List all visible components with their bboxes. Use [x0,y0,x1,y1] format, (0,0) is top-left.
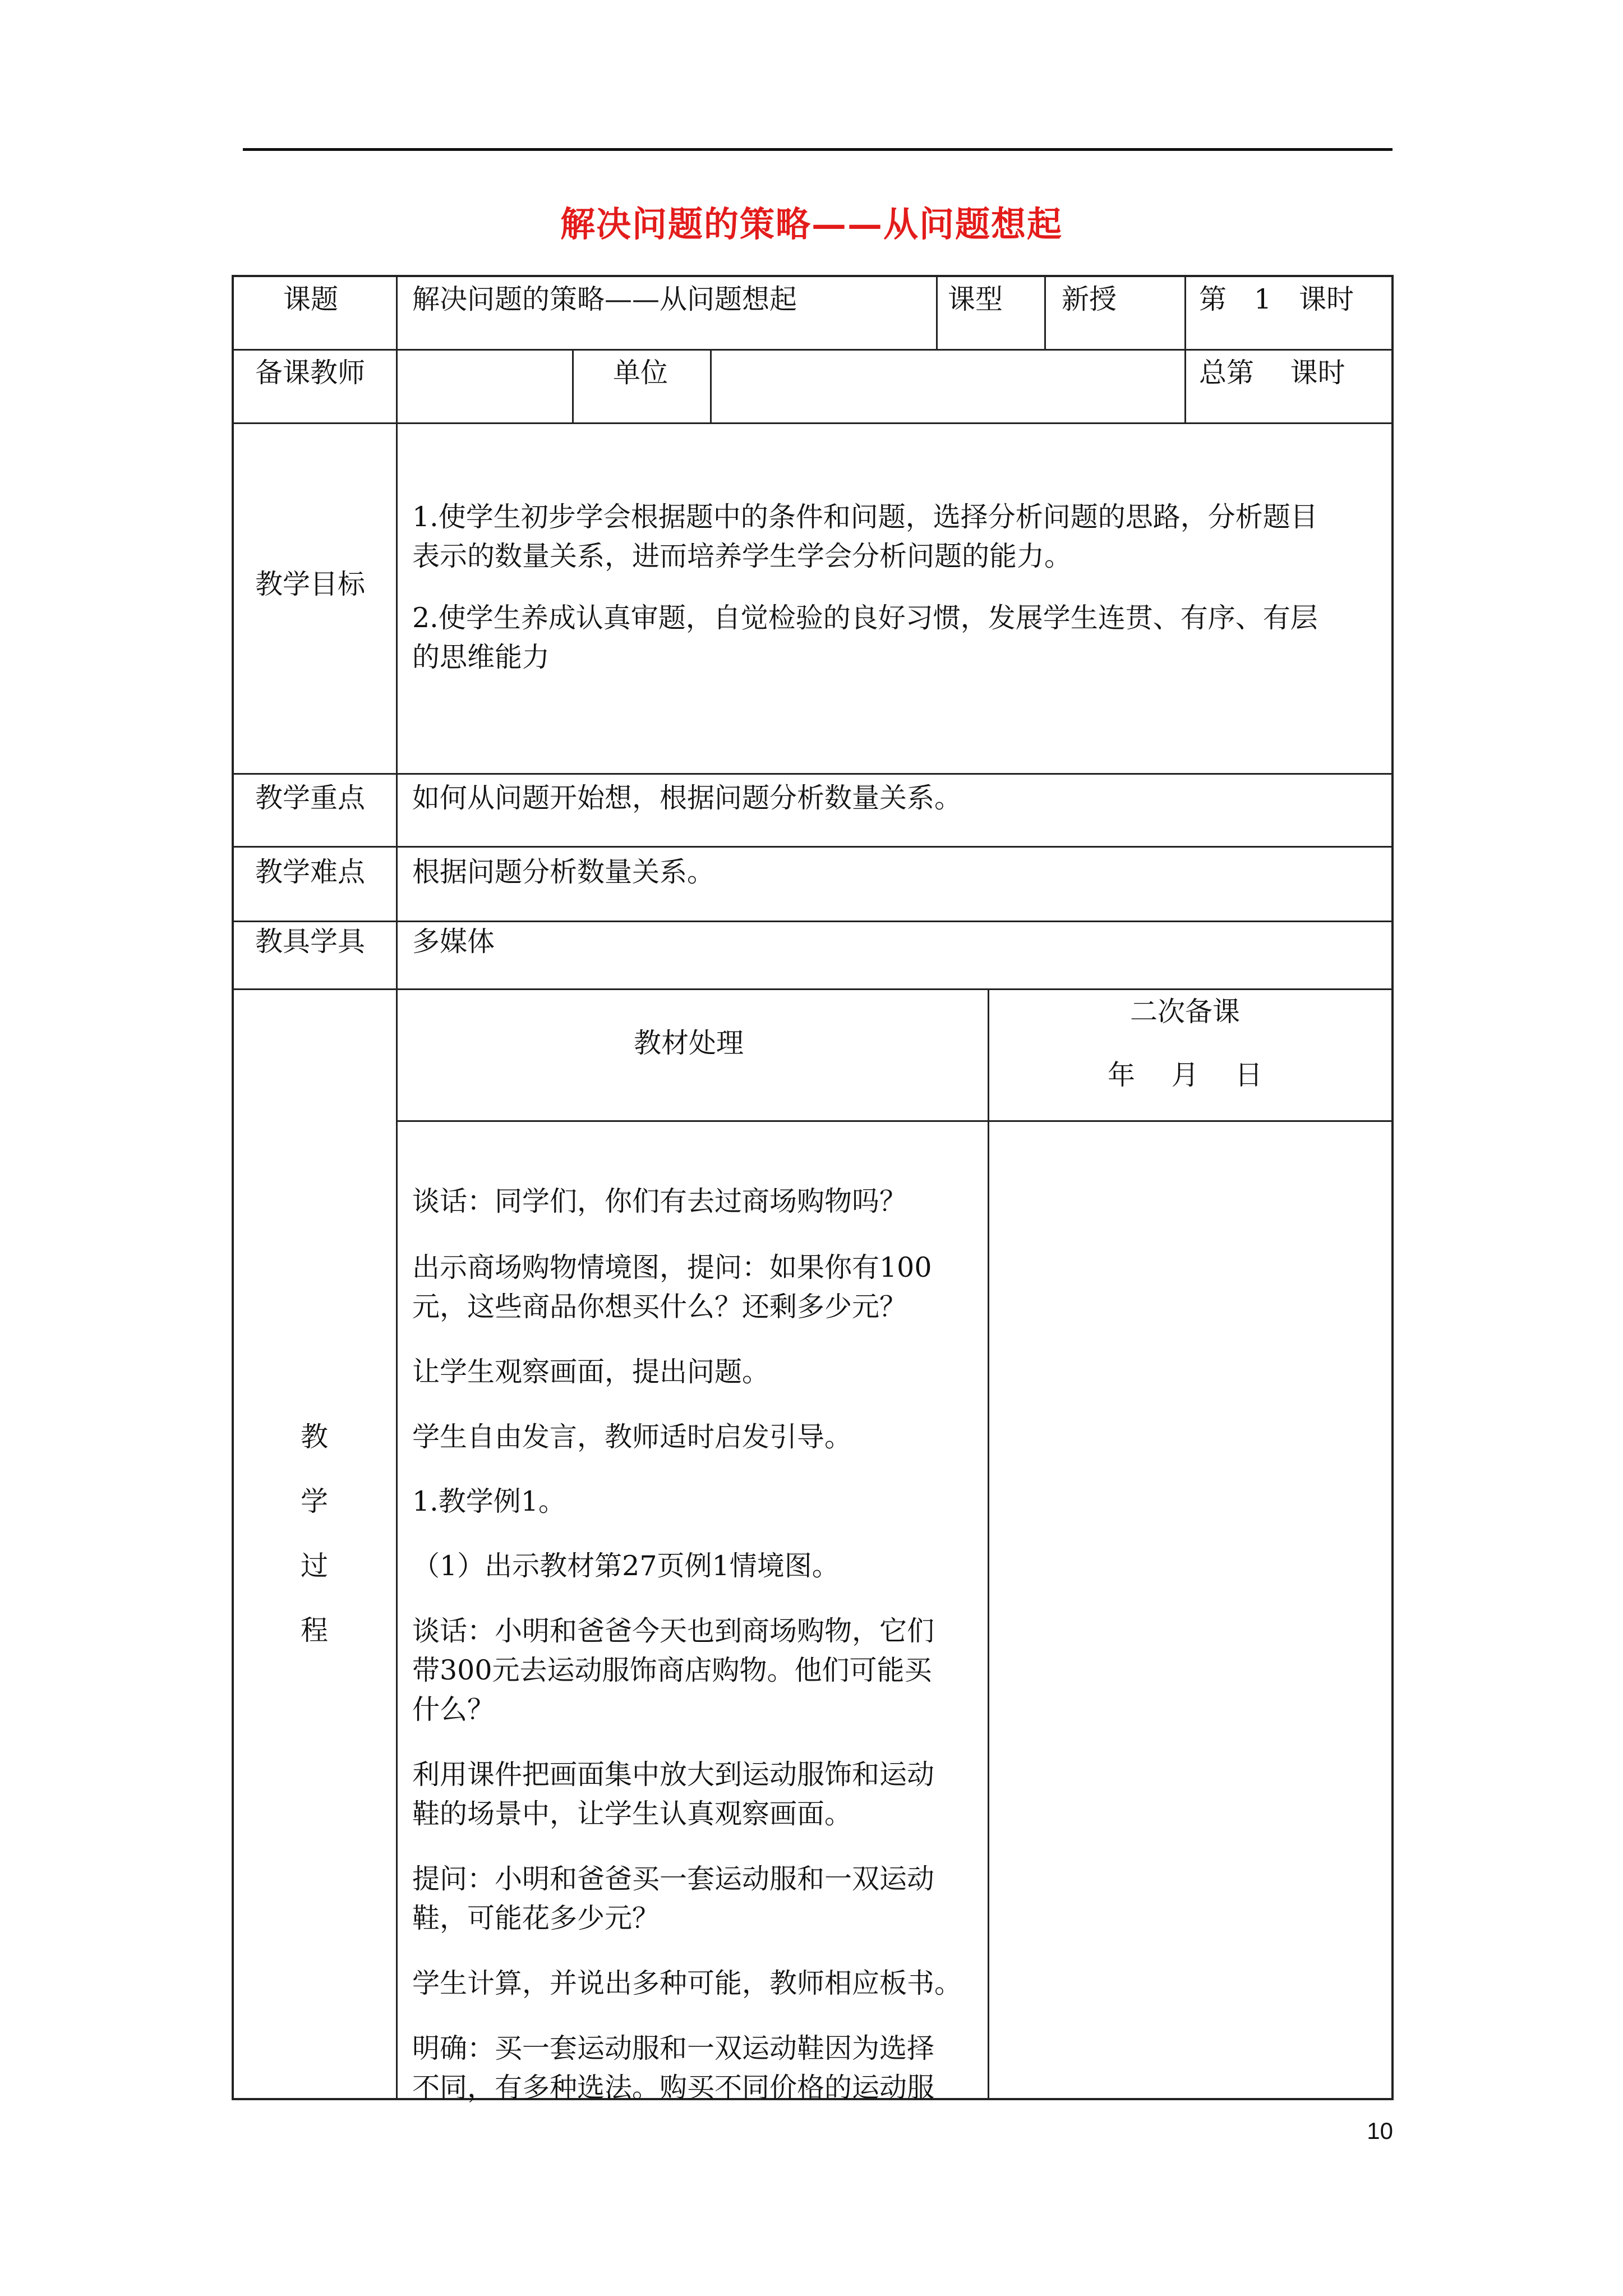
process-label-char: 学 [301,1485,329,1517]
material-header: 教材处理 [634,1027,744,1059]
tools-value: 多媒体 [412,926,495,958]
second-prep-header: 二次备课 [1130,996,1241,1028]
goal-line: 表示的数量关系，进而培养学生学会分析问题的能力。 [412,540,1072,572]
goal-line: 2.使学生养成认真审题，自觉检验的良好习惯，发展学生连贯、有序、有层 [412,602,1318,634]
unit-label: 单位 [613,357,668,389]
process-label-char: 程 [301,1614,329,1646]
process-line: 什么？ [412,1694,495,1726]
process-line: 带300元去运动服饰商店购物。他们可能买 [412,1654,932,1686]
process-line: 1.教学例1。 [412,1485,566,1517]
topic-value: 解决问题的策略——从问题想起 [412,283,797,315]
process-line: 元，这些商品你想买什么？还剩多少元？ [412,1291,907,1323]
process-line: 出示商场购物情境图，提问：如果你有100 [412,1251,932,1283]
process-label-char: 教 [301,1421,329,1453]
process-line: 学生自由发言，教师适时启发引导。 [412,1421,852,1453]
goal-line: 的思维能力 [412,641,550,673]
lesson-type-label: 课型 [948,283,1003,315]
page-number: 10 [1367,2118,1393,2144]
process-line: 学生计算，并说出多种可能，教师相应板书。 [412,1967,962,1999]
process-line: 不同，有多种选法。购买不同价格的运动服 [412,2072,935,2104]
process-line: 利用课件把画面集中放大到运动服饰和运动 [412,1759,935,1791]
goal-line: 1.使学生初步学会根据题中的条件和问题，选择分析问题的思路，分析题目 [412,501,1318,533]
process-line: （1）出示教材第27页例1情境图。 [412,1550,840,1582]
process-line: 明确：买一套运动服和一双运动鞋因为选择 [412,2032,935,2064]
goals-label: 教学目标 [255,568,366,600]
difficulty-value: 根据问题分析数量关系。 [412,856,715,888]
teacher-label: 备课教师 [255,357,366,389]
process-line: 鞋的场景中，让学生认真观察画面。 [412,1798,852,1830]
process-line: 让学生观察画面，提出问题。 [412,1356,770,1388]
focus-value: 如何从问题开始想，根据问题分析数量关系。 [412,782,962,814]
tools-label: 教具学具 [255,926,366,958]
period-number: 第 1 课时 [1199,283,1354,315]
process-label-char: 过 [301,1550,329,1582]
focus-label: 教学重点 [255,782,366,814]
top-rule [243,148,1393,151]
process-line: 提问：小明和爸爸买一套运动服和一双运动 [412,1863,935,1895]
lesson-type-value: 新授 [1062,283,1117,315]
process-line: 谈话：小明和爸爸今天也到商场购物，它们 [412,1615,935,1647]
page-title: 解决问题的策略——从问题想起 [560,204,1063,245]
prep-date: 年 月 日 [1108,1059,1263,1091]
process-line: 鞋，可能花多少元？ [412,1902,660,1934]
difficulty-label: 教学难点 [255,856,366,888]
topic-label: 课题 [283,283,339,315]
total-period: 总第 课时 [1199,357,1345,389]
process-line: 谈话：同学们，你们有去过商场购物吗？ [412,1185,907,1217]
